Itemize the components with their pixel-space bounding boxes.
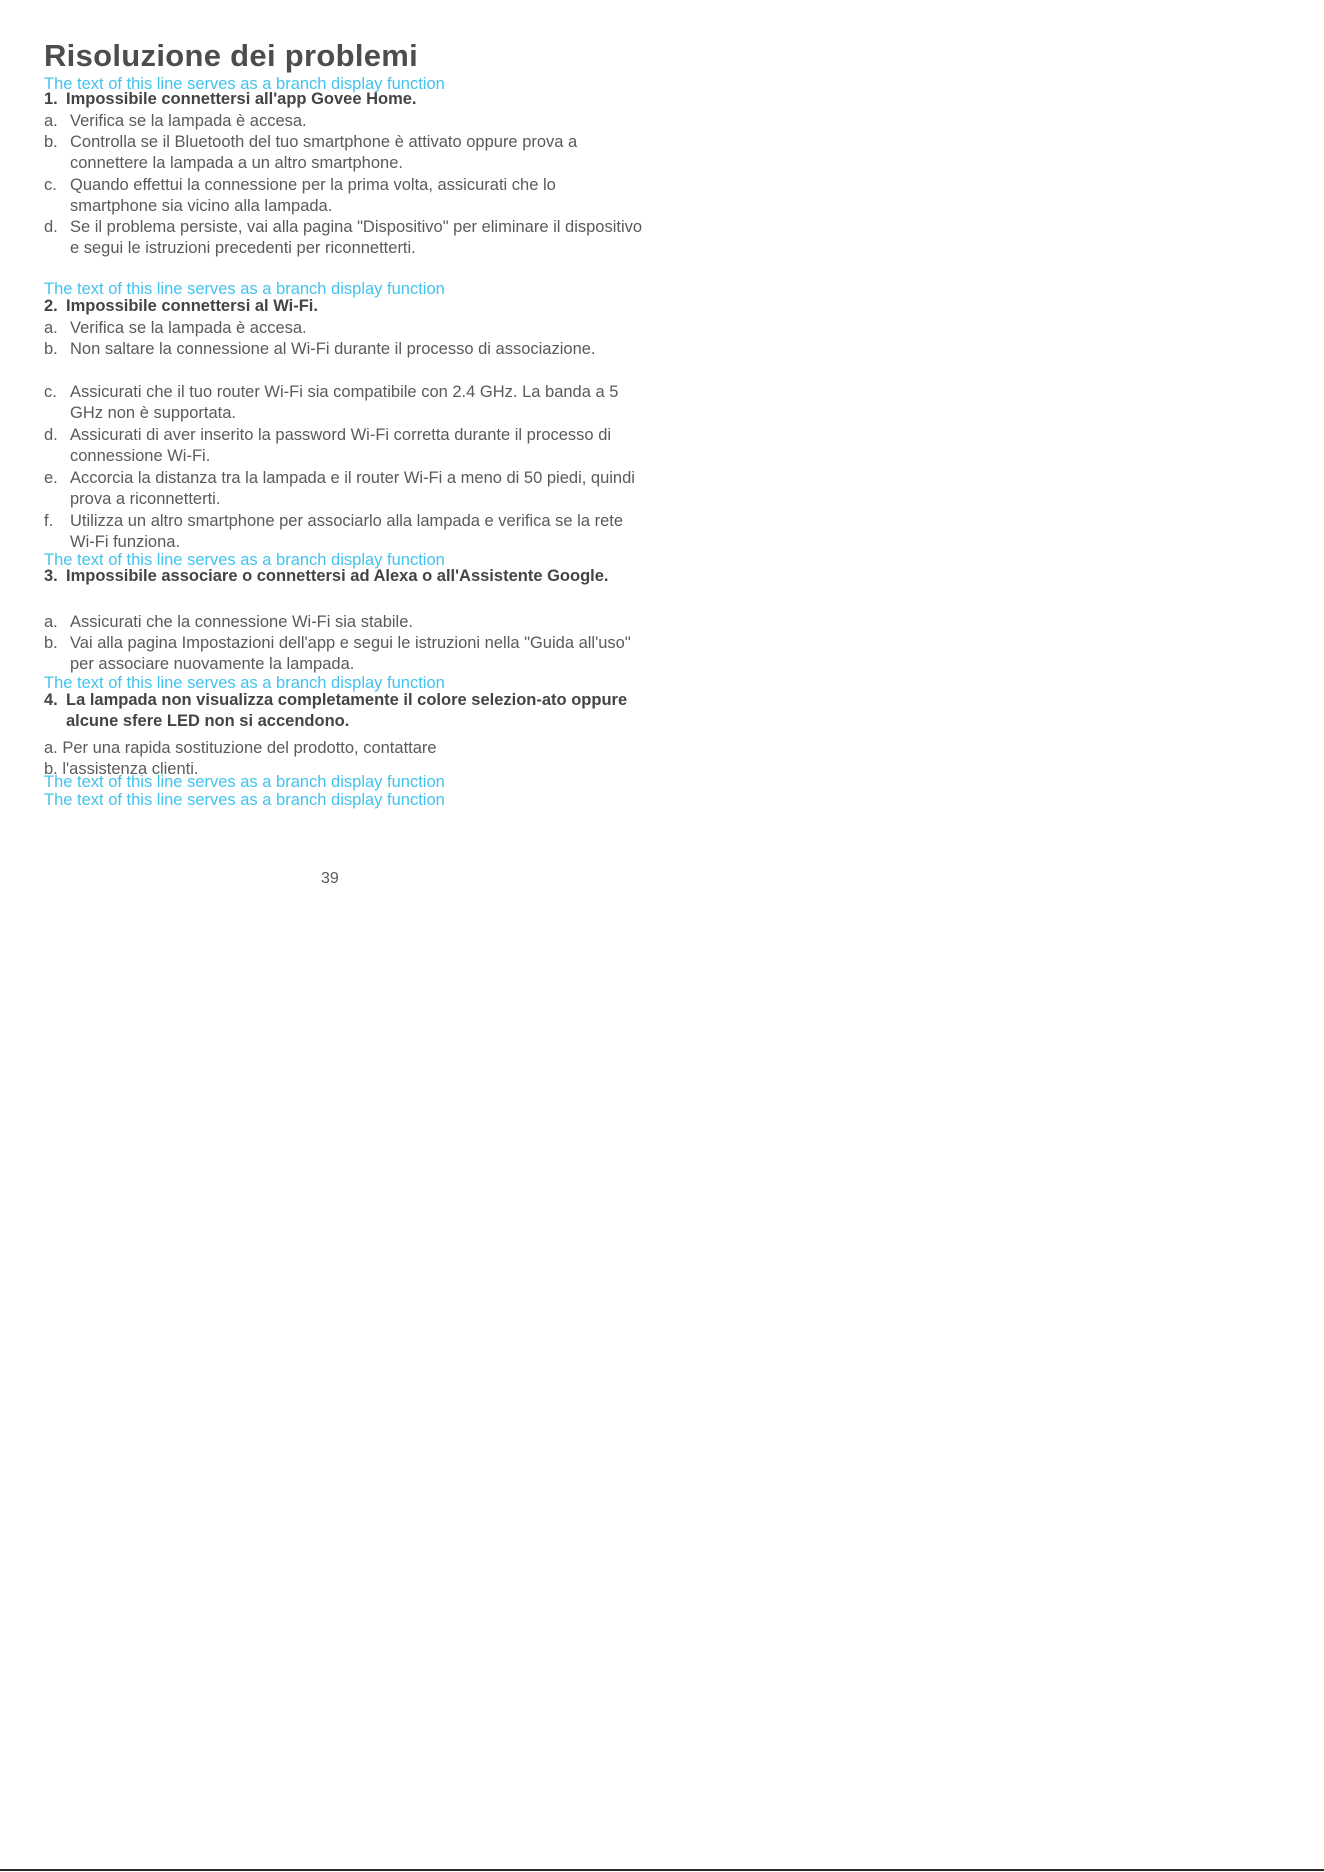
item-letter: c. [44, 176, 57, 194]
item-letter: d. [44, 218, 58, 236]
list-item [44, 612, 644, 633]
section-heading [44, 566, 644, 587]
list-item [44, 318, 644, 339]
item-text: Se il problema persiste, vai alla pagina "Dispositivo" per eliminare il dispositivo e segui le istruzioni precedenti per riconnetterti. [70, 218, 643, 258]
page-number: 39 [321, 870, 339, 887]
branch-line: The text of this line serves as a branch display function [44, 773, 445, 791]
branch-line: The text of this line serves as a branch display function [44, 551, 445, 569]
item-letter: e. [44, 469, 58, 487]
branch-line: The text of this line serves as a branch display function [44, 75, 445, 93]
section-line: a. Per una rapida sostituzione del prodotto, contattare [44, 739, 437, 757]
item-letter: a. [44, 112, 58, 130]
item-text: Assicurati che il tuo router Wi-Fi sia compatibile con 2.4 GHz. La banda a 5 GHz non è supportata. [70, 383, 619, 423]
item-letter: b. [44, 340, 58, 358]
item-text: Non saltare la connessione al Wi-Fi durante il processo di associazione. [70, 340, 596, 358]
item-text: Controlla se il Bluetooth del tuo smartphone è attivato oppure prova a connettere la lampada a un altro smartphone. [70, 133, 578, 173]
page-bottom-border [0, 1869, 1324, 1871]
list-item [44, 633, 644, 676]
page-title: Risoluzione dei problemi [44, 38, 419, 73]
item-letter: a. [44, 613, 58, 631]
item-text: Quando effettui la connessione per la prima volta, assicurati che lo smartphone sia vicino alla lampada. [70, 176, 556, 216]
item-text: Assicurati che la connessione Wi-Fi sia stabile. [70, 613, 413, 631]
item-letter: b. [44, 133, 58, 151]
section-heading-text: Impossibile connettersi all'app Govee Home. [66, 90, 417, 108]
section-number: 1. [44, 90, 58, 108]
item-text: Verifica se la lampada è accesa. [70, 319, 307, 337]
section-heading [44, 296, 644, 317]
item-letter: d. [44, 426, 58, 444]
item-text: Vai alla pagina Impostazioni dell'app e segui le istruzioni nella "Guida all'uso" per associare nuovamente la lampada. [70, 634, 631, 674]
list-item [44, 132, 644, 175]
list-item [44, 468, 644, 511]
item-text: Verifica se la lampada è accesa. [70, 112, 307, 130]
branch-line: The text of this line serves as a branch display function [44, 791, 445, 809]
section-heading [44, 89, 644, 110]
item-text: Accorcia la distanza tra la lampada e il router Wi-Fi a meno di 50 piedi, quindi prova a riconnetterti. [70, 469, 635, 509]
item-letter: a. [44, 319, 58, 337]
list-item [44, 511, 644, 554]
branch-line: The text of this line serves as a branch display function [44, 674, 445, 692]
item-text: Assicurati di aver inserito la password Wi-Fi corretta durante il processo di connessione Wi-Fi. [70, 426, 612, 466]
list-item [44, 111, 644, 132]
section-line: b. l'assistenza clienti. [44, 760, 199, 778]
list-item [44, 339, 644, 360]
section-heading [44, 690, 644, 732]
section-heading-text: Impossibile associare o connettersi ad Alexa o all'Assistente Google. [66, 567, 609, 585]
section-heading-text: La lampada non visualizza completamente il colore selezion-ato oppure alcune sfere LED non si accendono. [66, 691, 628, 730]
list-item [44, 425, 644, 468]
section-number: 4. [44, 691, 58, 709]
list-item [44, 175, 644, 218]
item-text: Utilizza un altro smartphone per associarlo alla lampada e verifica se la rete Wi-Fi funziona. [70, 512, 624, 552]
list-item [44, 217, 644, 260]
section-heading-text: Impossibile connettersi al Wi-Fi. [66, 297, 318, 315]
item-letter: f. [44, 512, 54, 530]
section-number: 3. [44, 567, 58, 585]
section-number: 2. [44, 297, 58, 315]
item-letter: c. [44, 383, 57, 401]
list-item [44, 382, 644, 425]
item-letter: b. [44, 634, 58, 652]
branch-line: The text of this line serves as a branch display function [44, 280, 445, 298]
